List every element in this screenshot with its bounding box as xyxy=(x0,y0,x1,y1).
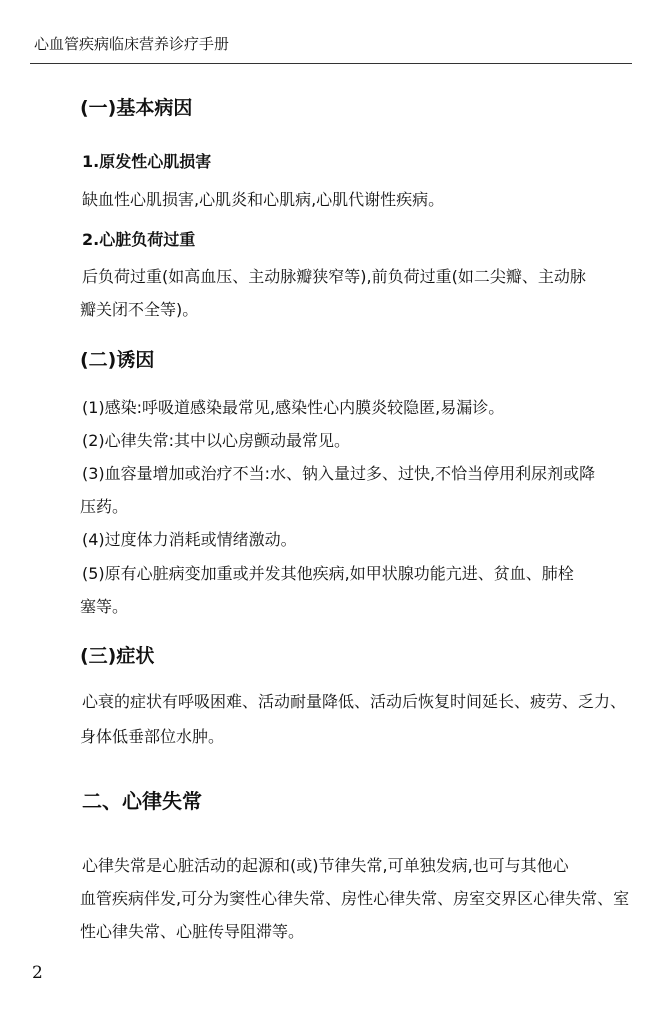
heading-symptoms: (三)症状 xyxy=(80,645,155,667)
trigger-item-5-line1: (5)原有心脏病变加重或并发其他疾病,如甲状腺功能亢进、贫血、肺栓 xyxy=(82,564,574,583)
arrhythmia-text-line3: 性心律失常、心脏传导阻滞等。 xyxy=(80,922,305,941)
trigger-item-3-line2: 压药。 xyxy=(80,497,129,516)
trigger-item-5-line2: 塞等。 xyxy=(80,597,129,616)
trigger-item-3-line1: (3)血容量增加或治疗不当:水、钠入量过多、过快,不恰当停用利尿剂或降 xyxy=(82,464,596,483)
paragraph-cardiac-overload-line2: 瓣关闭不全等)。 xyxy=(80,300,199,319)
symptoms-text-line2: 身体低垂部位水肿。 xyxy=(80,727,225,746)
trigger-item-2: (2)心律失常:其中以心房颤动最常见。 xyxy=(82,431,351,450)
trigger-item-4: (4)过度体力消耗或情绪激动。 xyxy=(82,530,297,549)
arrhythmia-text-line2: 血管疾病伴发,可分为窦性心律失常、房性心律失常、房室交界区心律失常、室 xyxy=(80,889,630,908)
symptoms-text-line1: 心衰的症状有呼吸困难、活动耐量降低、活动后恢复时间延长、疲劳、乏力、 xyxy=(82,692,627,711)
running-header: 心血管疾病临床营养诊疗手册 xyxy=(34,35,230,53)
heading-triggers: (二)诱因 xyxy=(80,349,155,371)
header-rule xyxy=(30,63,632,64)
paragraph-cardiac-overload-line1: 后负荷过重(如高血压、主动脉瓣狭窄等),前负荷过重(如二尖瓣、主动脉 xyxy=(82,267,586,286)
section-title-arrhythmia: 二、心律失常 xyxy=(82,789,202,813)
page-number: 2 xyxy=(32,963,43,983)
subheading-primary-myocardial-damage: 1.原发性心肌损害 xyxy=(82,152,212,171)
heading-basic-causes: (一)基本病因 xyxy=(80,97,193,119)
trigger-item-1: (1)感染:呼吸道感染最常见,感染性心内膜炎较隐匿,易漏诊。 xyxy=(82,398,505,417)
paragraph-primary-myocardial-damage: 缺血性心肌损害,心肌炎和心肌病,心肌代谢性疾病。 xyxy=(82,190,445,209)
arrhythmia-text-line1: 心律失常是心脏活动的起源和(或)节律失常,可单独发病,也可与其他心 xyxy=(82,856,569,875)
subheading-cardiac-overload: 2.心脏负荷过重 xyxy=(82,230,196,249)
